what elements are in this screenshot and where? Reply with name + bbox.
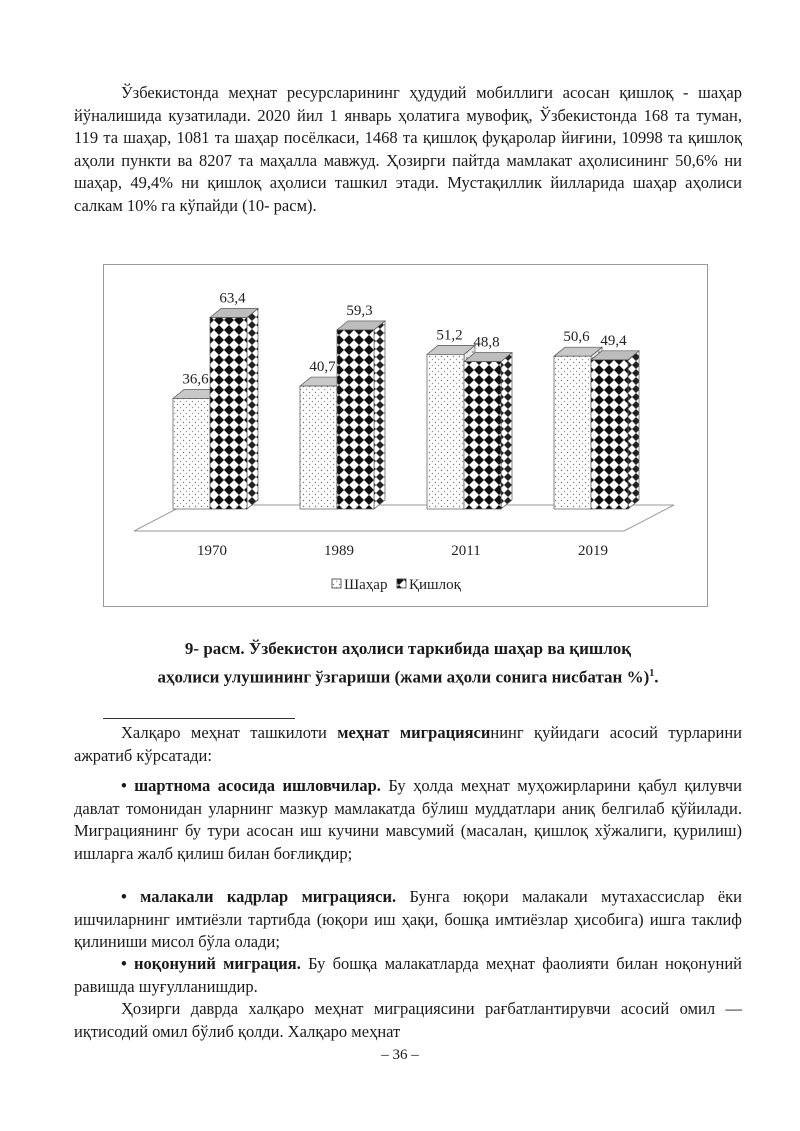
legend-swatch-rural <box>397 579 406 588</box>
bar-side-face <box>628 351 639 509</box>
legend-label-rural: Қишлоқ <box>409 577 461 593</box>
figure-caption <box>74 636 742 690</box>
data-label-rural-1970: 63,4 <box>219 290 246 307</box>
urban-rural-bar-chart <box>104 265 707 606</box>
bar-side-face <box>374 321 385 509</box>
data-label-urban-1989: 40,7 <box>309 359 336 376</box>
bullet-3-title: • ноқонуний миграция. <box>121 954 301 973</box>
bullet-3-text: Бу бошқа малакатларда меҳнат фаолияти билан ноқонуний равишда шуғулланишдир. <box>74 954 742 996</box>
footnote-mark: 1 <box>649 668 655 679</box>
chart-legend <box>332 577 462 593</box>
bullet-2-title: • малакали кадрлар миграцияси. <box>121 887 397 906</box>
intro-bold-term: меҳнат миграцияси <box>337 723 491 742</box>
bar-front-face <box>591 360 628 509</box>
bar-side-face <box>501 353 512 509</box>
bar-rural-1989 <box>337 321 385 509</box>
data-label-urban-2011: 51,2 <box>436 327 463 344</box>
closing-paragraph: Ҳозирги даврда халқаро меҳнат миграциясини рағбатлантирувчи асосий омил — иқтисодий омил бўлиб қолди. Халқаро меҳнат <box>74 999 742 1041</box>
page-number: – 36 – <box>381 1047 419 1063</box>
bar-front-face <box>210 318 247 509</box>
bullet-contract-workers <box>74 775 742 865</box>
bar-front-face <box>427 354 464 509</box>
caption-line-2-text: аҳолиси улушининг ўзгариши (жами аҳоли сонига нисбатан %) <box>157 667 650 687</box>
x-tick-2011: 2011 <box>451 543 481 559</box>
data-label-rural-2019: 49,4 <box>600 332 627 349</box>
x-tick-2019: 2019 <box>578 543 608 559</box>
population-chart-frame <box>103 264 708 607</box>
bar-side-face <box>247 309 258 509</box>
legend-label-urban: Шаҳар <box>344 577 388 593</box>
caption-line-2: аҳолиси улушининг ўзгариши (жами аҳоли сонига нисбатан %)$^1$. <box>157 667 659 687</box>
data-label-urban-1970: 36,6 <box>182 371 209 388</box>
bullet-skilled-migration <box>74 886 742 954</box>
bar-rural-2019 <box>591 351 639 509</box>
bar-front-face <box>300 386 337 509</box>
x-tick-1970: 1970 <box>197 543 227 559</box>
data-label-rural-2011: 48,8 <box>473 334 500 351</box>
bullet-1-title: • шартнома асосида ишловчилар. <box>121 776 381 795</box>
bar-front-face <box>554 356 591 509</box>
bullet-2-text: Бунга юқори малакали мутахассислар ёки ишчиларнинг имтиёзли тартибда (юқори иш ҳақи, бошқа имтиёзлар ҳисобига) ишга таклиф қилиниши мисол бўла олади; <box>74 887 743 951</box>
intro-paragraph: Ўзбекистонда меҳнат ресурсларининг ҳудудий мобиллиги асосан қишлоқ - шаҳар йўналишида кузатилади. 2020 йил 1 январь ҳолатига мувофиқ, Ўзбекистонда 168 та туман, 119 та шаҳар, 1081 та шаҳар посёлкаси, 1468 та қишлоқ фуқаролар йиғини, 10998 та қишлоқ аҳоли пункти ва 8207 та маҳалла мавжуд. Ҳозирги пайтда мамлакат аҳолисининг 50,6% ни шаҳар, 49,4% ни қишлоқ аҳолиси ташкил этади. Мустақиллик йилларида шаҳар аҳолиси салкам 10% га кўпайди (10- расм). <box>74 83 742 215</box>
footnote-divider <box>103 718 295 719</box>
data-label-rural-1989: 59,3 <box>346 302 373 319</box>
bar-front-face <box>173 398 210 509</box>
intro-text-a: Халқаро меҳнат ташкилоти <box>121 723 338 742</box>
bullet-illegal-migration <box>74 953 742 998</box>
intro-text-c: нинг қуйидаги асосий турларини ажратиб кўрсатади: <box>74 723 742 765</box>
bar-front-face <box>337 330 374 509</box>
bullet-1-text: Бу ҳолда меҳнат муҳожирларини қабул қилувчи давлат томонидан уларнинг мазкур мамлакатда бўлиш муддатлари аниқ белгилаб қўйилади. Миграциянинг бу тури асосан иш кучини мавсумий (масалан, қишлоқ хўжалиги, қурилиш) ишларга жалб қилиш билан боғлиқдир; <box>74 776 742 863</box>
bar-front-face <box>464 362 501 509</box>
bar-rural-1970 <box>210 309 258 509</box>
legend-swatch-urban <box>332 579 341 588</box>
bar-rural-2011 <box>464 353 512 509</box>
caption-line-1: 9- расм. Ўзбекистон аҳолиси таркибида шаҳар ва қишлоқ <box>184 639 632 658</box>
migration-types-intro <box>74 722 742 767</box>
data-label-urban-2019: 50,6 <box>563 329 590 346</box>
chart-x-tick-labels <box>197 543 608 559</box>
x-tick-1989: 1989 <box>324 543 354 559</box>
